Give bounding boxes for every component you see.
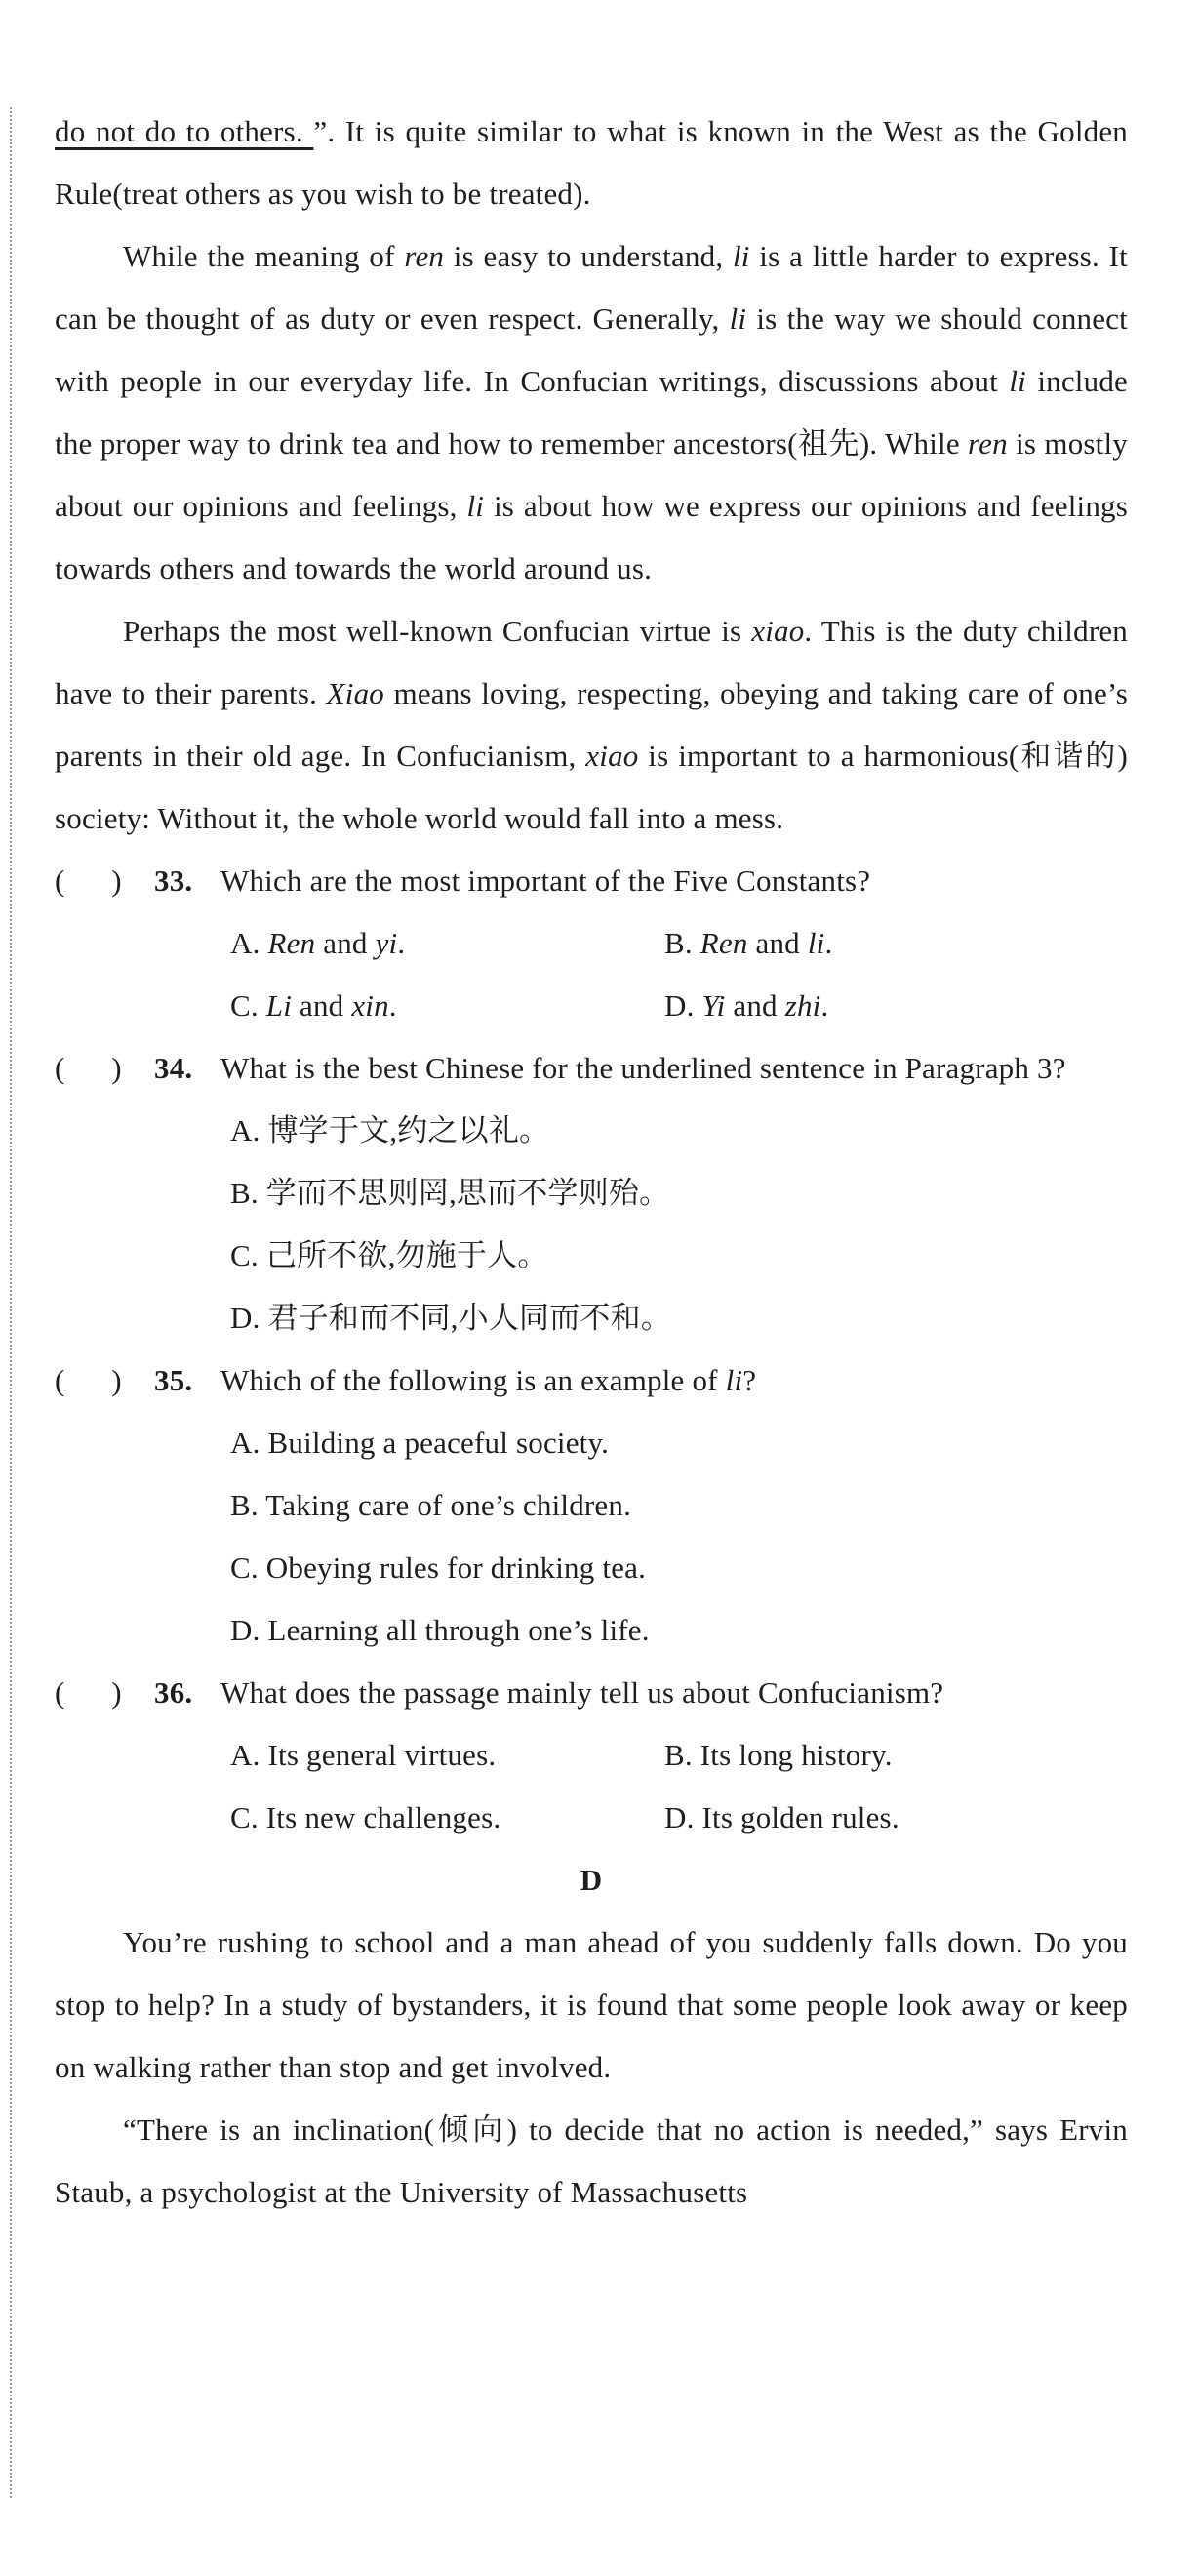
answer-option <box>230 1599 1128 1662</box>
question-number: 36. <box>154 1675 193 1710</box>
italic-term: Ren <box>267 926 316 960</box>
answer-option <box>664 1724 1099 1787</box>
answer-option <box>230 1412 1128 1474</box>
text-run: and <box>315 926 376 960</box>
option-list <box>230 912 1128 1037</box>
text-run: D. Its golden rules. <box>664 1800 899 1834</box>
italic-term: yi <box>375 926 398 960</box>
question-36 <box>55 1662 1128 1849</box>
answer-option <box>664 912 1099 975</box>
text-run: A. <box>230 926 268 960</box>
passage-c-paragraph-2 <box>55 225 1128 600</box>
passage-d-paragraph-2: “There is an inclination(倾向) to decide that no action is needed,” says Ervin Staub, a psychologist at the University of Massachusetts <box>55 2113 1128 2209</box>
text-run: B. <box>664 926 700 960</box>
question-text <box>220 1662 1128 1724</box>
text-run: What is the best Chinese for the underlined sentence in Paragraph 3? <box>220 1051 1066 1085</box>
text-run: is about how we express our opinions and feelings towards others and towards the world around us. <box>55 489 1128 585</box>
answer-option <box>664 975 1099 1037</box>
italic-term: li <box>725 1363 743 1397</box>
text-run: . <box>388 988 397 1023</box>
italic-term: ren <box>404 239 445 273</box>
binding-margin-dotted-line <box>10 107 12 2498</box>
text-run: . <box>824 926 833 960</box>
italic-term: li <box>807 926 825 960</box>
answer-blank[interactable]: ( ) <box>55 864 122 898</box>
answer-blank[interactable]: ( ) <box>55 1675 122 1710</box>
answer-option <box>230 912 664 975</box>
text-run: A. Its general virtues. <box>230 1738 497 1772</box>
italic-term: li <box>729 302 747 336</box>
question-list <box>55 850 1128 1849</box>
italic-term: li <box>466 489 485 523</box>
text-run: and <box>292 988 352 1023</box>
italic-term: zhi <box>784 988 821 1023</box>
text-run: and <box>725 988 785 1023</box>
text-run: C. Obeying rules for drinking tea. <box>230 1550 647 1585</box>
question-stem <box>55 1037 1128 1100</box>
text-run: B. Taking care of one’s children. <box>230 1488 632 1522</box>
text-run: means loving, respecting, obeying and taking care of one’s parents in their old age. In Confucianism, <box>55 676 1129 773</box>
text-run: is important to a harmonious(和谐的) society: Without it, the whole world would fall into a mess. <box>55 739 1129 835</box>
italic-term: li <box>732 239 750 273</box>
answer-option <box>230 1162 1128 1225</box>
answer-option <box>230 1724 664 1787</box>
paragraph-text: ”. It is quite similar to what is known in the West as the Golden Rule(treat others as you wish to be treated). <box>55 114 1129 211</box>
text-run: include the proper way to drink tea and how to remember ancestors(祖先). While <box>55 364 1128 461</box>
passage-d-paragraph-1: You’re rushing to school and a man ahead of you suddenly falls down. Do you stop to help? In a study of bystanders, it is found that some people look away or keep on walking rather than stop and get involved. <box>55 1925 1128 2084</box>
question-text <box>220 1037 1128 1100</box>
italic-term: ren <box>968 426 1008 461</box>
text-run: is the way we should connect with people in our everyday life. In Confucian writings, discussions about <box>55 302 1128 398</box>
question-text <box>220 850 1128 912</box>
text-run: Which of the following is an example of <box>220 1363 726 1397</box>
passage-c-paragraph-1 <box>55 101 1128 225</box>
text-run: B. 学而不思则罔,思而不学则殆。 <box>230 1176 670 1210</box>
passage-c-paragraph-3 <box>55 600 1128 850</box>
underlined-sentence: do not do to others. <box>55 114 314 148</box>
answer-option <box>230 1287 1128 1349</box>
section-heading-d: D <box>580 1863 603 1897</box>
text-run: is a little harder to express. It can be thought of as duty or even respect. Generally, <box>55 239 1128 336</box>
text-run: A. Building a peaceful society. <box>230 1426 610 1460</box>
text-run: and <box>747 926 808 960</box>
text-run: C. <box>230 988 266 1023</box>
text-run: . <box>397 926 406 960</box>
text-run: C. 己所不欲,勿施于人。 <box>230 1238 548 1272</box>
text-run: What does the passage mainly tell us about Confucianism? <box>220 1675 944 1710</box>
italic-term: xiao <box>585 739 639 773</box>
answer-option <box>230 1787 664 1849</box>
text-run: A. 博学于文,约之以礼。 <box>230 1113 550 1147</box>
text-run: D. 君子和而不同,小人同而不和。 <box>230 1301 672 1335</box>
question-35 <box>55 1349 1128 1662</box>
question-stem <box>55 1349 1128 1412</box>
question-stem <box>55 1662 1128 1724</box>
text-run: D. <box>664 988 702 1023</box>
italic-term: li <box>1009 364 1026 398</box>
text-run: is easy to understand, <box>444 239 733 273</box>
answer-option <box>230 1225 1128 1287</box>
italic-term: Li <box>265 988 293 1023</box>
option-list <box>230 1100 1128 1349</box>
answer-blank[interactable]: ( ) <box>55 1051 122 1085</box>
question-number: 34. <box>154 1051 193 1085</box>
text-run: While the meaning of <box>123 239 405 273</box>
answer-option <box>230 1474 1128 1537</box>
text-run: . <box>820 988 829 1023</box>
question-stem <box>55 850 1128 912</box>
document-content <box>55 101 1128 2224</box>
text-run: Perhaps the most well-known Confucian virtue is <box>123 614 752 648</box>
option-list <box>230 1412 1128 1662</box>
italic-term: Ren <box>699 926 748 960</box>
text-run: Which are the most important of the Five Constants? <box>220 864 871 898</box>
text-run: ? <box>742 1363 757 1397</box>
answer-option <box>230 1537 1128 1599</box>
italic-term: xiao <box>751 614 805 648</box>
text-run: B. Its long history. <box>664 1738 893 1772</box>
question-text <box>220 1349 1128 1412</box>
text-run: C. Its new challenges. <box>230 1800 501 1834</box>
option-list <box>230 1724 1128 1849</box>
answer-option <box>664 1787 1099 1849</box>
question-number: 35. <box>154 1363 193 1397</box>
question-34 <box>55 1037 1128 1349</box>
question-33 <box>55 850 1128 1037</box>
text-run: is mostly about our opinions and feelings, <box>55 426 1128 523</box>
answer-option <box>230 975 664 1037</box>
answer-blank[interactable]: ( ) <box>55 1363 122 1397</box>
question-number: 33. <box>154 864 193 898</box>
text-run: . This is the duty children have to their parents. <box>55 614 1129 710</box>
text-run: D. Learning all through one’s life. <box>230 1613 650 1647</box>
italic-term: xin <box>351 988 389 1023</box>
italic-term: Xiao <box>326 676 384 710</box>
answer-option <box>230 1100 1128 1162</box>
italic-term: Yi <box>701 988 726 1023</box>
